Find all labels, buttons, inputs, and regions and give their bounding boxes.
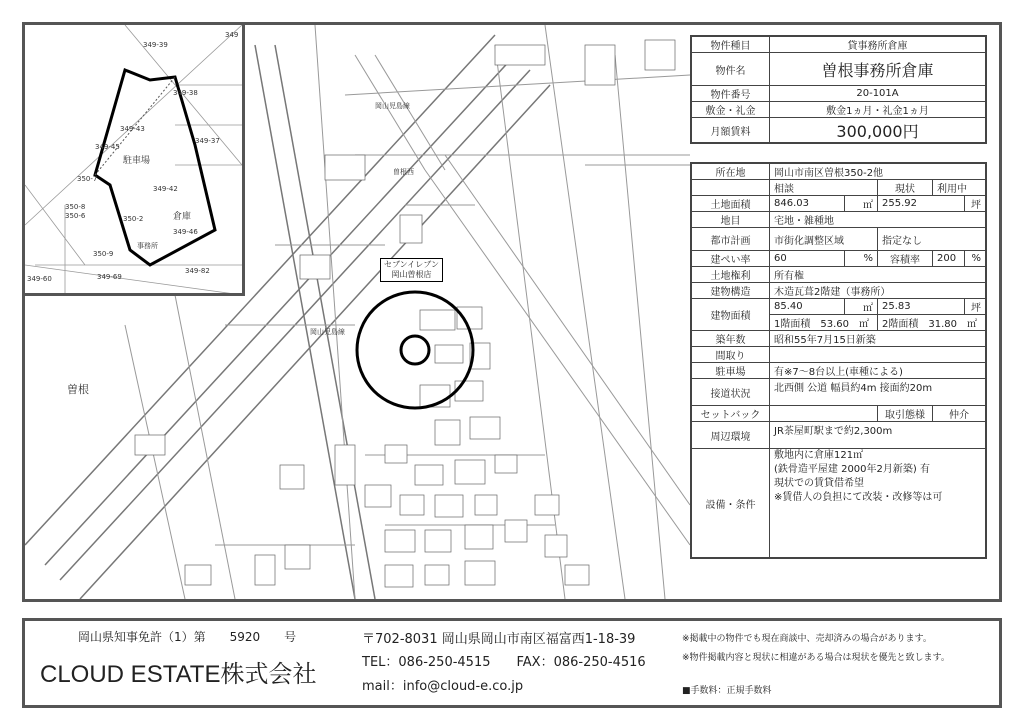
license: 岡山県知事免許（1）第 5920 号 [78,630,297,644]
location-label: 所在地 [691,163,770,180]
lot-label: 349-82 [185,267,210,275]
lot-label: 350-2 [123,215,144,223]
unit-tsubo: 坪 [964,299,986,315]
office-label: 事務所 [137,242,158,250]
designation-value: 指定なし [877,228,986,251]
deposit-value: 敷金1ヵ月・礼金1ヵ月 [770,102,987,118]
far-value: 200 [933,251,965,267]
city-plan-label: 都市計画 [691,228,770,251]
structure-value: 木造瓦葺2階建（事務所） [770,283,987,299]
lot-label: 349-46 [173,228,198,236]
land-right-label: 土地権利 [691,267,770,283]
land-area-label: 土地面積 [691,196,770,212]
land-right-value: 所有権 [770,267,987,283]
floor-area-tsubo: 25.83 [877,299,964,315]
rent-label: 月額賃料 [691,118,770,144]
lot-label: 349-69 [97,273,122,281]
coverage-value: 60 [770,251,845,267]
built-value: 昭和55年7月15日新築 [770,331,987,347]
lot-label: 350-8 [65,203,86,211]
road-label: 岡山児島線 [375,102,410,110]
number-label: 物件番号 [691,86,770,102]
equip-line: ※賃借人の負担にて改装・改修等は可 [774,492,943,503]
target-inner-circle [401,336,429,364]
type-value: 貸事務所倉庫 [770,36,987,53]
floor2-value: 2階面積 31.80 ㎡ [877,315,986,331]
unit-m2: ㎡ [845,299,878,315]
city-plan-value: 市街化調整区域 [770,228,878,251]
name-value: 曽根事務所倉庫 [770,53,987,86]
parking-label: 駐車場 [691,363,770,379]
equip-value [770,449,987,559]
parking-value: 有※7～8台以上(車種による) [770,363,987,379]
unit-m2: ㎡ [845,196,878,212]
equip-line: (鉄骨造平屋建 2000年2月新築) 有 [774,464,930,475]
status-value: 利用中 [933,180,986,196]
company-email[interactable]: mail：info@cloud-e.co.jp [362,679,524,694]
unit-tsubo: 坪 [964,196,986,212]
floor-area-label: 建物面積 [691,299,770,331]
equip-line: 敷地内に倉庫121㎡ [774,450,864,461]
area-label: 曽根 [67,383,89,396]
land-type-label: 地目 [691,212,770,228]
land-area-tsubo: 255.92 [877,196,964,212]
parking-label: 駐車場 [123,156,151,166]
type-label: 物件種目 [691,36,770,53]
consult-value: 相談 [770,180,878,196]
equip-label: 設備・条件 [691,449,770,559]
layout-label: 間取り [691,347,770,363]
deal-value: 仲介 [933,406,986,422]
store-name: セブンイレブン [384,260,439,269]
env-label: 周辺環境 [691,422,770,449]
land-type-value: 宅地・雑種地 [770,212,987,228]
rent-value: 300,000円 [770,118,987,144]
deposit-label: 敷金・礼金 [691,102,770,118]
coverage-label: 建ぺい率 [691,251,770,267]
env-value: JR茶屋町駅まで約2,300m [770,422,987,449]
lot-label: 349-60 [27,275,52,283]
note: ※掲載中の物件でも現在商談中、売却済みの場合があります。 [682,634,932,644]
floor-area-value: 85.40 [770,299,845,315]
lot-label: 349-45 [95,143,120,151]
lot-inset-map [25,25,245,296]
fee-note: ■手数料：正規手数料 [682,686,772,696]
layout-value [770,347,987,363]
location-value: 岡山市南区曽根350-2他 [770,163,987,180]
road-label: 接道状況 [691,379,770,406]
road-label: 曽根西 [393,168,414,176]
road-label: 岡山児島線 [310,328,345,336]
lot-label: 350-9 [93,250,114,258]
floor1-value: 1階面積 53.60 ㎡ [770,315,878,331]
lot-label: 349-39 [143,41,168,49]
lot-label: 350-7 [77,175,98,183]
store-branch: 岡山曽根店 [391,270,432,279]
store-label [380,258,443,282]
warehouse-label: 倉庫 [173,212,192,222]
lot-label: 349-38 [173,89,198,97]
deal-label: 取引態様 [877,406,932,422]
equip-line: 現状での賃貸借希望 [774,478,864,489]
lot-label: 349-43 [120,125,145,133]
pct-unit: % [964,251,986,267]
company-address: 〒702-8031 岡山県岡山市南区福富西1-18-39 [362,632,636,647]
status-label: 現状 [877,180,932,196]
number-value: 20-101A [770,86,987,102]
company-phone: TEL：086-250-4515 FAX：086-250-4516 [362,655,646,670]
lot-label: 349-42 [153,185,178,193]
setback-label: セットバック [691,406,770,422]
lot-label: 350-6 [65,212,86,220]
property-summary-table [690,35,987,144]
lot-label: 349 [225,31,239,39]
company-name: CLOUD ESTATE株式会社 [40,661,317,688]
road-value: 北西側 公道 幅員約4m 接面約20m [770,379,987,406]
built-label: 築年数 [691,331,770,347]
note: ※物件掲載内容と現状に相違がある場合は現状を優先と致します。 [682,653,950,663]
property-detail-table [690,162,987,559]
far-label: 容積率 [877,251,932,267]
pct-unit: % [845,251,878,267]
land-area-value: 846.03 [770,196,845,212]
structure-label: 建物構造 [691,283,770,299]
name-label: 物件名 [691,53,770,86]
lot-label: 349-37 [195,137,220,145]
